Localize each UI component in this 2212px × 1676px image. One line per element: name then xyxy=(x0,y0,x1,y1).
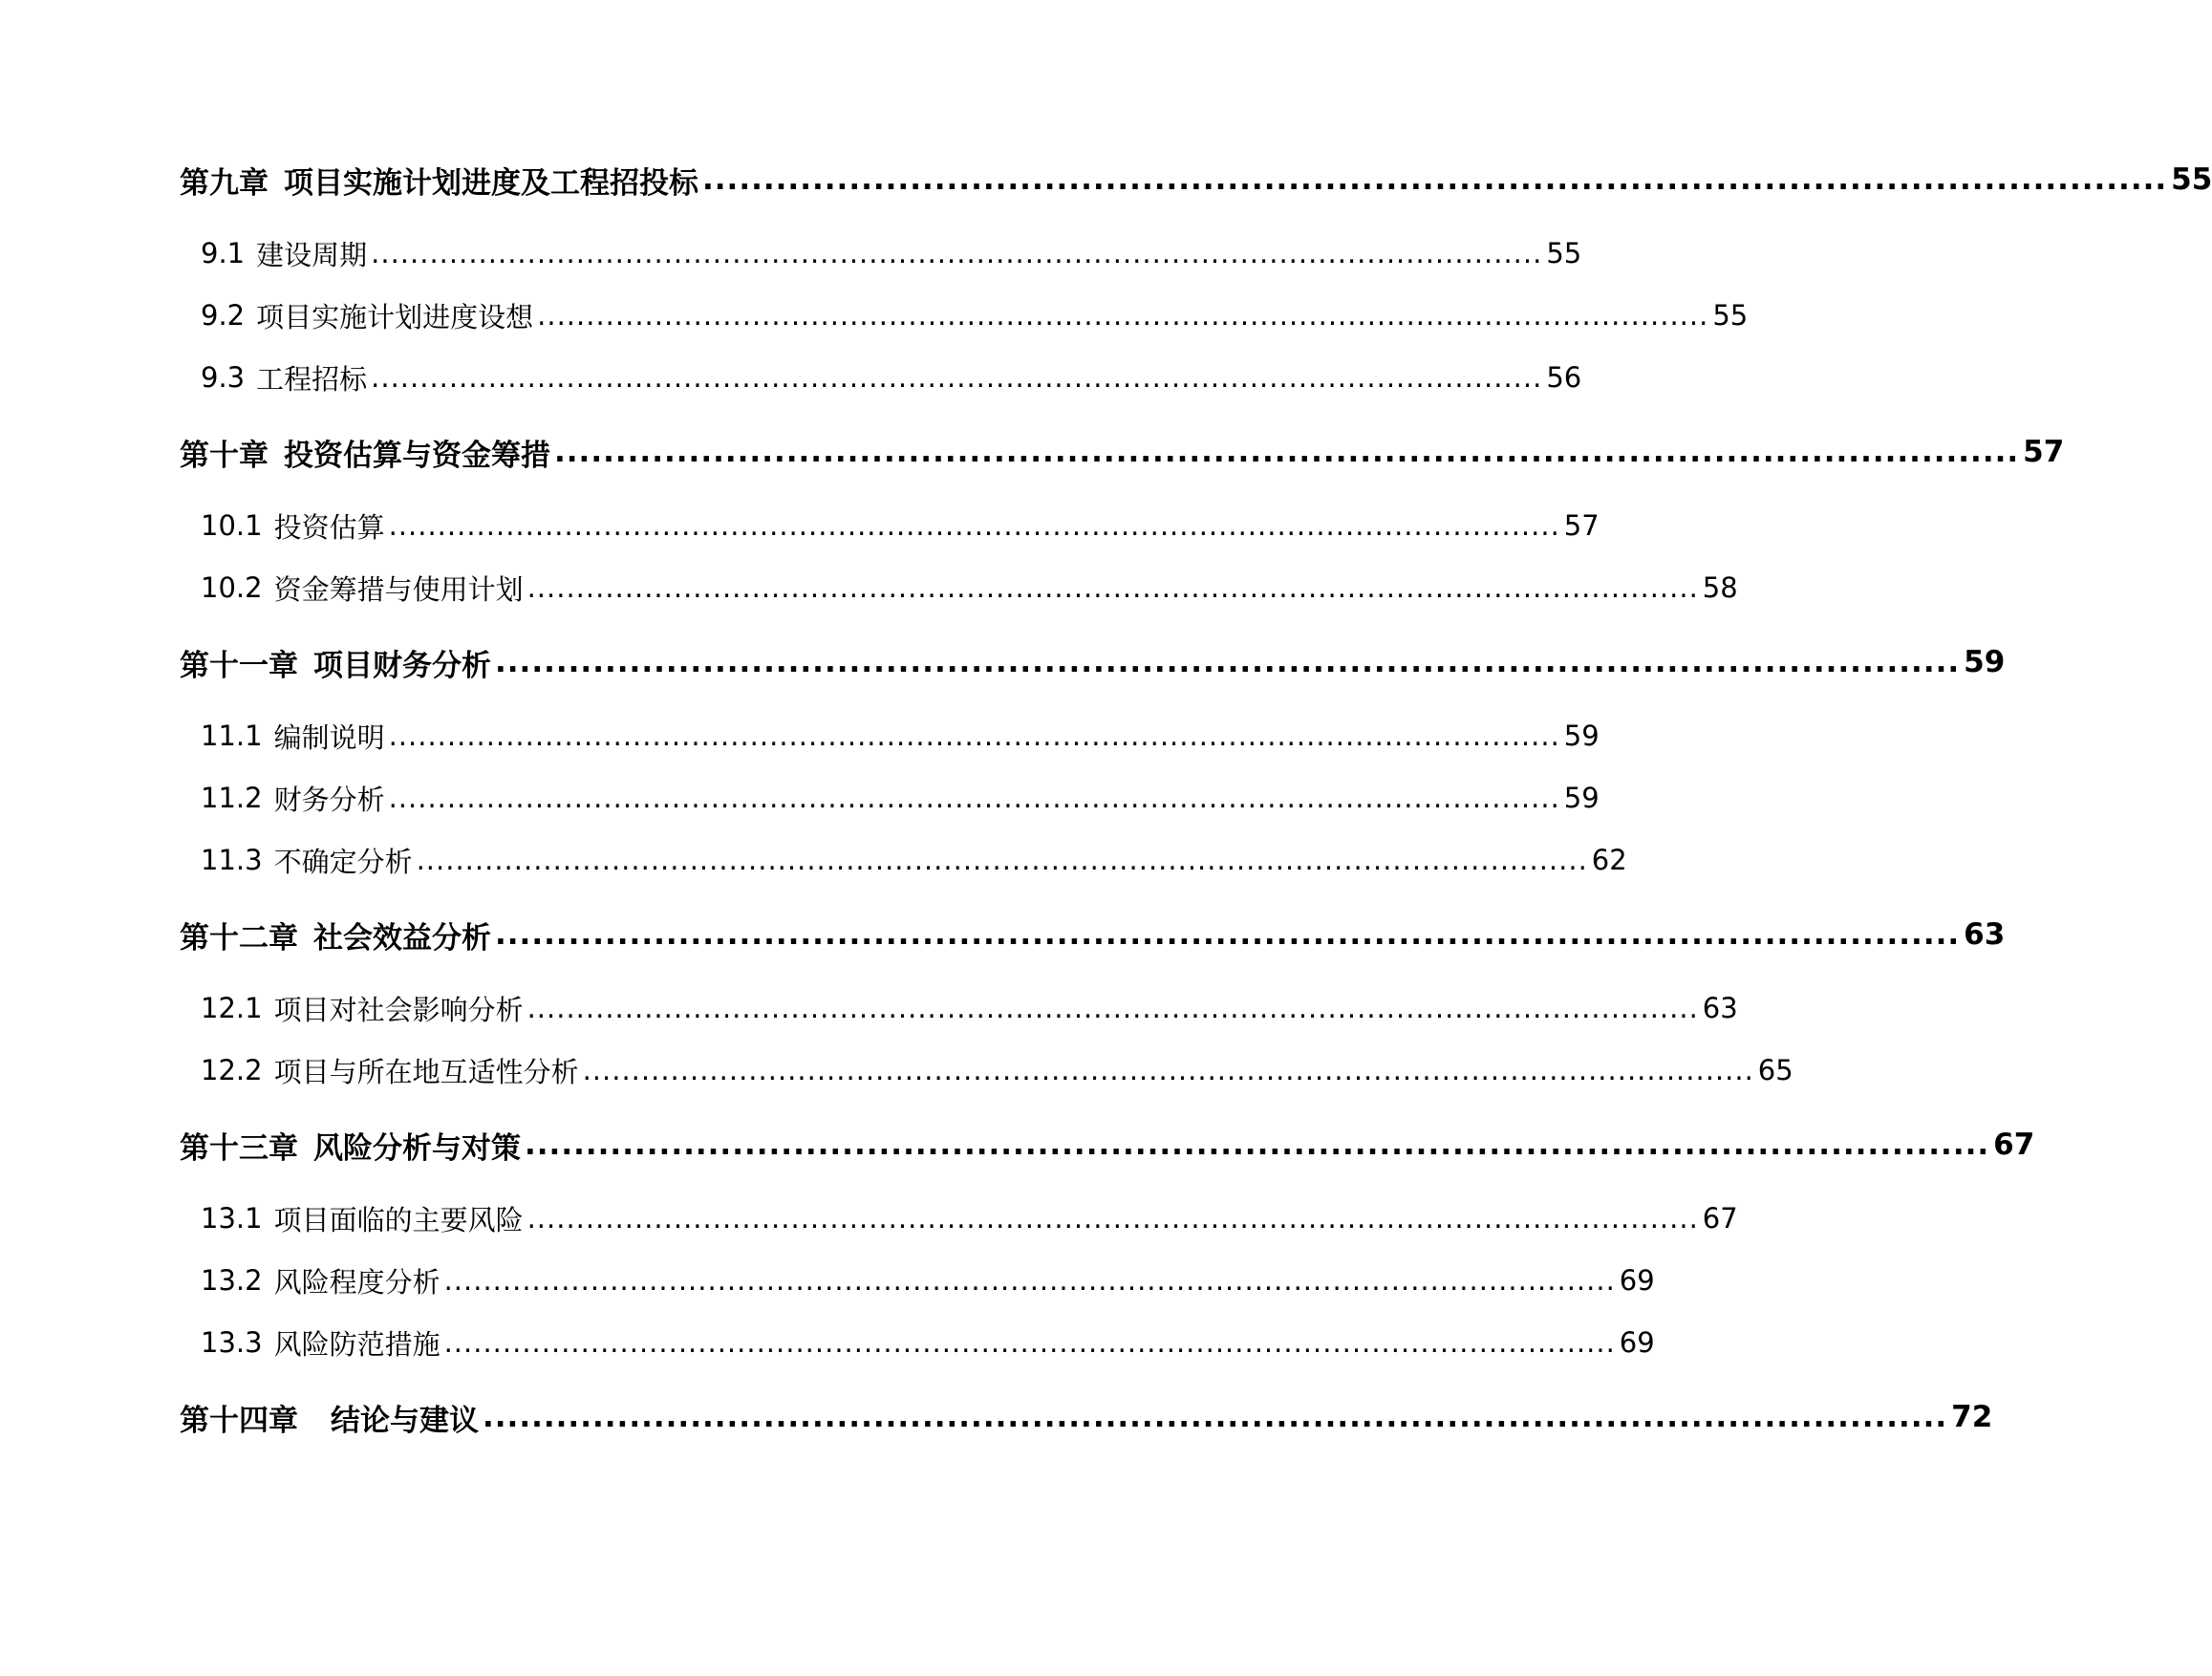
toc-chapter-title: 结论与建议 xyxy=(331,1403,479,1438)
toc-leader-dots: ........................................................................................................................ xyxy=(416,844,1588,876)
toc-chapter-title: 社会效益分析 xyxy=(313,920,491,956)
toc-chapter-10[interactable] xyxy=(180,428,2065,476)
toc-page-number: 69 xyxy=(1619,1326,1655,1359)
toc-section-13-1[interactable] xyxy=(201,1194,1738,1242)
toc-section-9-3[interactable] xyxy=(201,354,1582,401)
toc-section-11-1[interactable] xyxy=(201,712,1600,760)
toc-section-13-3[interactable] xyxy=(201,1319,1655,1366)
toc-page-number: 62 xyxy=(1591,844,1627,876)
toc-chapter-number: 第十二章 xyxy=(180,920,298,956)
toc-leader-dots: ........................................................................................................................ xyxy=(525,1128,1990,1162)
toc-section-number: 11.2 xyxy=(201,782,263,814)
toc-section-number: 11.3 xyxy=(201,844,263,876)
toc-leader-dots: ........................................................................................................................ xyxy=(554,435,2020,469)
toc-leader-dots: ........................................................................................................................ xyxy=(443,1264,1616,1297)
toc-chapter-number: 第十章 xyxy=(180,438,268,473)
toc-section-title: 工程招标 xyxy=(256,362,368,396)
toc-section-title: 建设周期 xyxy=(256,238,368,271)
toc-page-number: 69 xyxy=(1619,1264,1655,1297)
toc-section-title: 项目对社会影响分析 xyxy=(273,993,524,1026)
toc-page-number: 65 xyxy=(1757,1054,1793,1086)
toc-section-10-2[interactable] xyxy=(201,564,1738,612)
toc-chapter-13[interactable] xyxy=(180,1121,2035,1169)
toc-page-number: 55 xyxy=(2171,162,2212,197)
toc-section-11-2[interactable] xyxy=(201,774,1600,822)
toc-section-number: 13.3 xyxy=(201,1326,263,1359)
toc-page-number: 59 xyxy=(1964,645,2006,679)
toc-section-number: 13.1 xyxy=(201,1202,263,1235)
toc-section-11-3[interactable] xyxy=(201,836,1627,884)
toc-leader-dots: ........................................................................................................................ xyxy=(388,720,1560,752)
toc-leader-dots: ........................................................................................................................ xyxy=(483,1400,1948,1434)
toc-page-number: 55 xyxy=(1546,237,1582,269)
toc-leader-dots: ........................................................................................................................ xyxy=(443,1326,1616,1359)
toc-chapter-9[interactable] xyxy=(180,156,2212,204)
toc-section-number: 12.2 xyxy=(201,1054,263,1086)
toc-section-title: 投资估算 xyxy=(273,510,385,544)
toc-section-13-2[interactable] xyxy=(201,1257,1655,1304)
toc-chapter-number: 第十四章 xyxy=(180,1403,298,1438)
toc-page-number: 63 xyxy=(1702,992,1738,1024)
toc-section-title: 项目实施计划进度设想 xyxy=(256,300,534,333)
toc-section-number: 9.1 xyxy=(201,237,246,269)
toc-leader-dots: ........................................................................................................................ xyxy=(702,162,2168,197)
toc-section-title: 编制说明 xyxy=(273,720,385,754)
toc-section-number: 9.2 xyxy=(201,299,246,332)
toc-chapter-title: 投资估算与资金筹措 xyxy=(284,438,550,473)
toc-leader-dots: ........................................................................................................................ xyxy=(371,237,1543,269)
toc-page-number: 55 xyxy=(1712,299,1749,332)
toc-page-number: 72 xyxy=(1951,1400,1993,1434)
toc-page-number: 63 xyxy=(1964,917,2006,952)
toc-section-number: 12.1 xyxy=(201,992,263,1024)
toc-page-number: 59 xyxy=(1563,720,1600,752)
toc-chapter-number: 第九章 xyxy=(180,165,268,201)
toc-page-number: 67 xyxy=(1993,1128,2035,1162)
toc-section-10-1[interactable] xyxy=(201,502,1600,549)
toc-page-number: 56 xyxy=(1546,361,1582,394)
toc-leader-dots: ........................................................................................................................ xyxy=(388,509,1560,542)
toc-section-12-2[interactable] xyxy=(201,1046,1793,1094)
toc-leader-dots: ........................................................................................................................ xyxy=(526,1202,1699,1235)
toc-chapter-number: 第十一章 xyxy=(180,648,298,683)
toc-section-title: 风险程度分析 xyxy=(273,1265,440,1299)
toc-leader-dots: ........................................................................................................................ xyxy=(388,782,1560,814)
toc-leader-dots: ........................................................................................................................ xyxy=(526,992,1699,1024)
toc-section-title: 项目面临的主要风险 xyxy=(273,1203,524,1236)
toc-chapter-number: 第十三章 xyxy=(180,1130,298,1166)
toc-section-number: 11.1 xyxy=(201,720,263,752)
toc-chapter-title: 项目财务分析 xyxy=(313,648,491,683)
toc-section-9-1[interactable] xyxy=(201,229,1582,277)
toc-section-12-1[interactable] xyxy=(201,984,1738,1032)
toc-leader-dots: ........................................................................................................................ xyxy=(495,917,1961,952)
toc-leader-dots: ........................................................................................................................ xyxy=(582,1054,1754,1086)
toc-page-number: 67 xyxy=(1702,1202,1738,1235)
toc-section-title: 风险防范措施 xyxy=(273,1327,440,1361)
toc-page-number: 58 xyxy=(1702,571,1738,604)
toc-section-title: 不确定分析 xyxy=(273,845,413,878)
toc-page-number: 57 xyxy=(2023,435,2065,469)
toc-chapter-title: 项目实施计划进度及工程招投标 xyxy=(284,165,698,201)
toc-leader-dots: ........................................................................................................................ xyxy=(495,645,1961,679)
toc-section-title: 资金筹措与使用计划 xyxy=(273,572,524,606)
toc-chapter-title: 风险分析与对策 xyxy=(313,1130,521,1166)
toc-leader-dots: ........................................................................................................................ xyxy=(371,361,1543,394)
toc-chapter-12[interactable] xyxy=(180,911,2006,958)
toc-section-number: 10.2 xyxy=(201,571,263,604)
toc-section-number: 9.3 xyxy=(201,361,246,394)
toc-leader-dots: ........................................................................................................................ xyxy=(537,299,1709,332)
toc-leader-dots: ........................................................................................................................ xyxy=(526,571,1699,604)
toc-chapter-14[interactable] xyxy=(180,1393,1993,1441)
toc-section-number: 13.2 xyxy=(201,1264,263,1297)
toc-page-number: 57 xyxy=(1563,509,1600,542)
toc-chapter-11[interactable] xyxy=(180,638,2006,686)
toc-section-number: 10.1 xyxy=(201,509,263,542)
toc-section-title: 财务分析 xyxy=(273,783,385,816)
toc-section-title: 项目与所在地互适性分析 xyxy=(273,1055,579,1088)
toc-page-number: 59 xyxy=(1563,782,1600,814)
toc-section-9-2[interactable] xyxy=(201,291,1749,339)
